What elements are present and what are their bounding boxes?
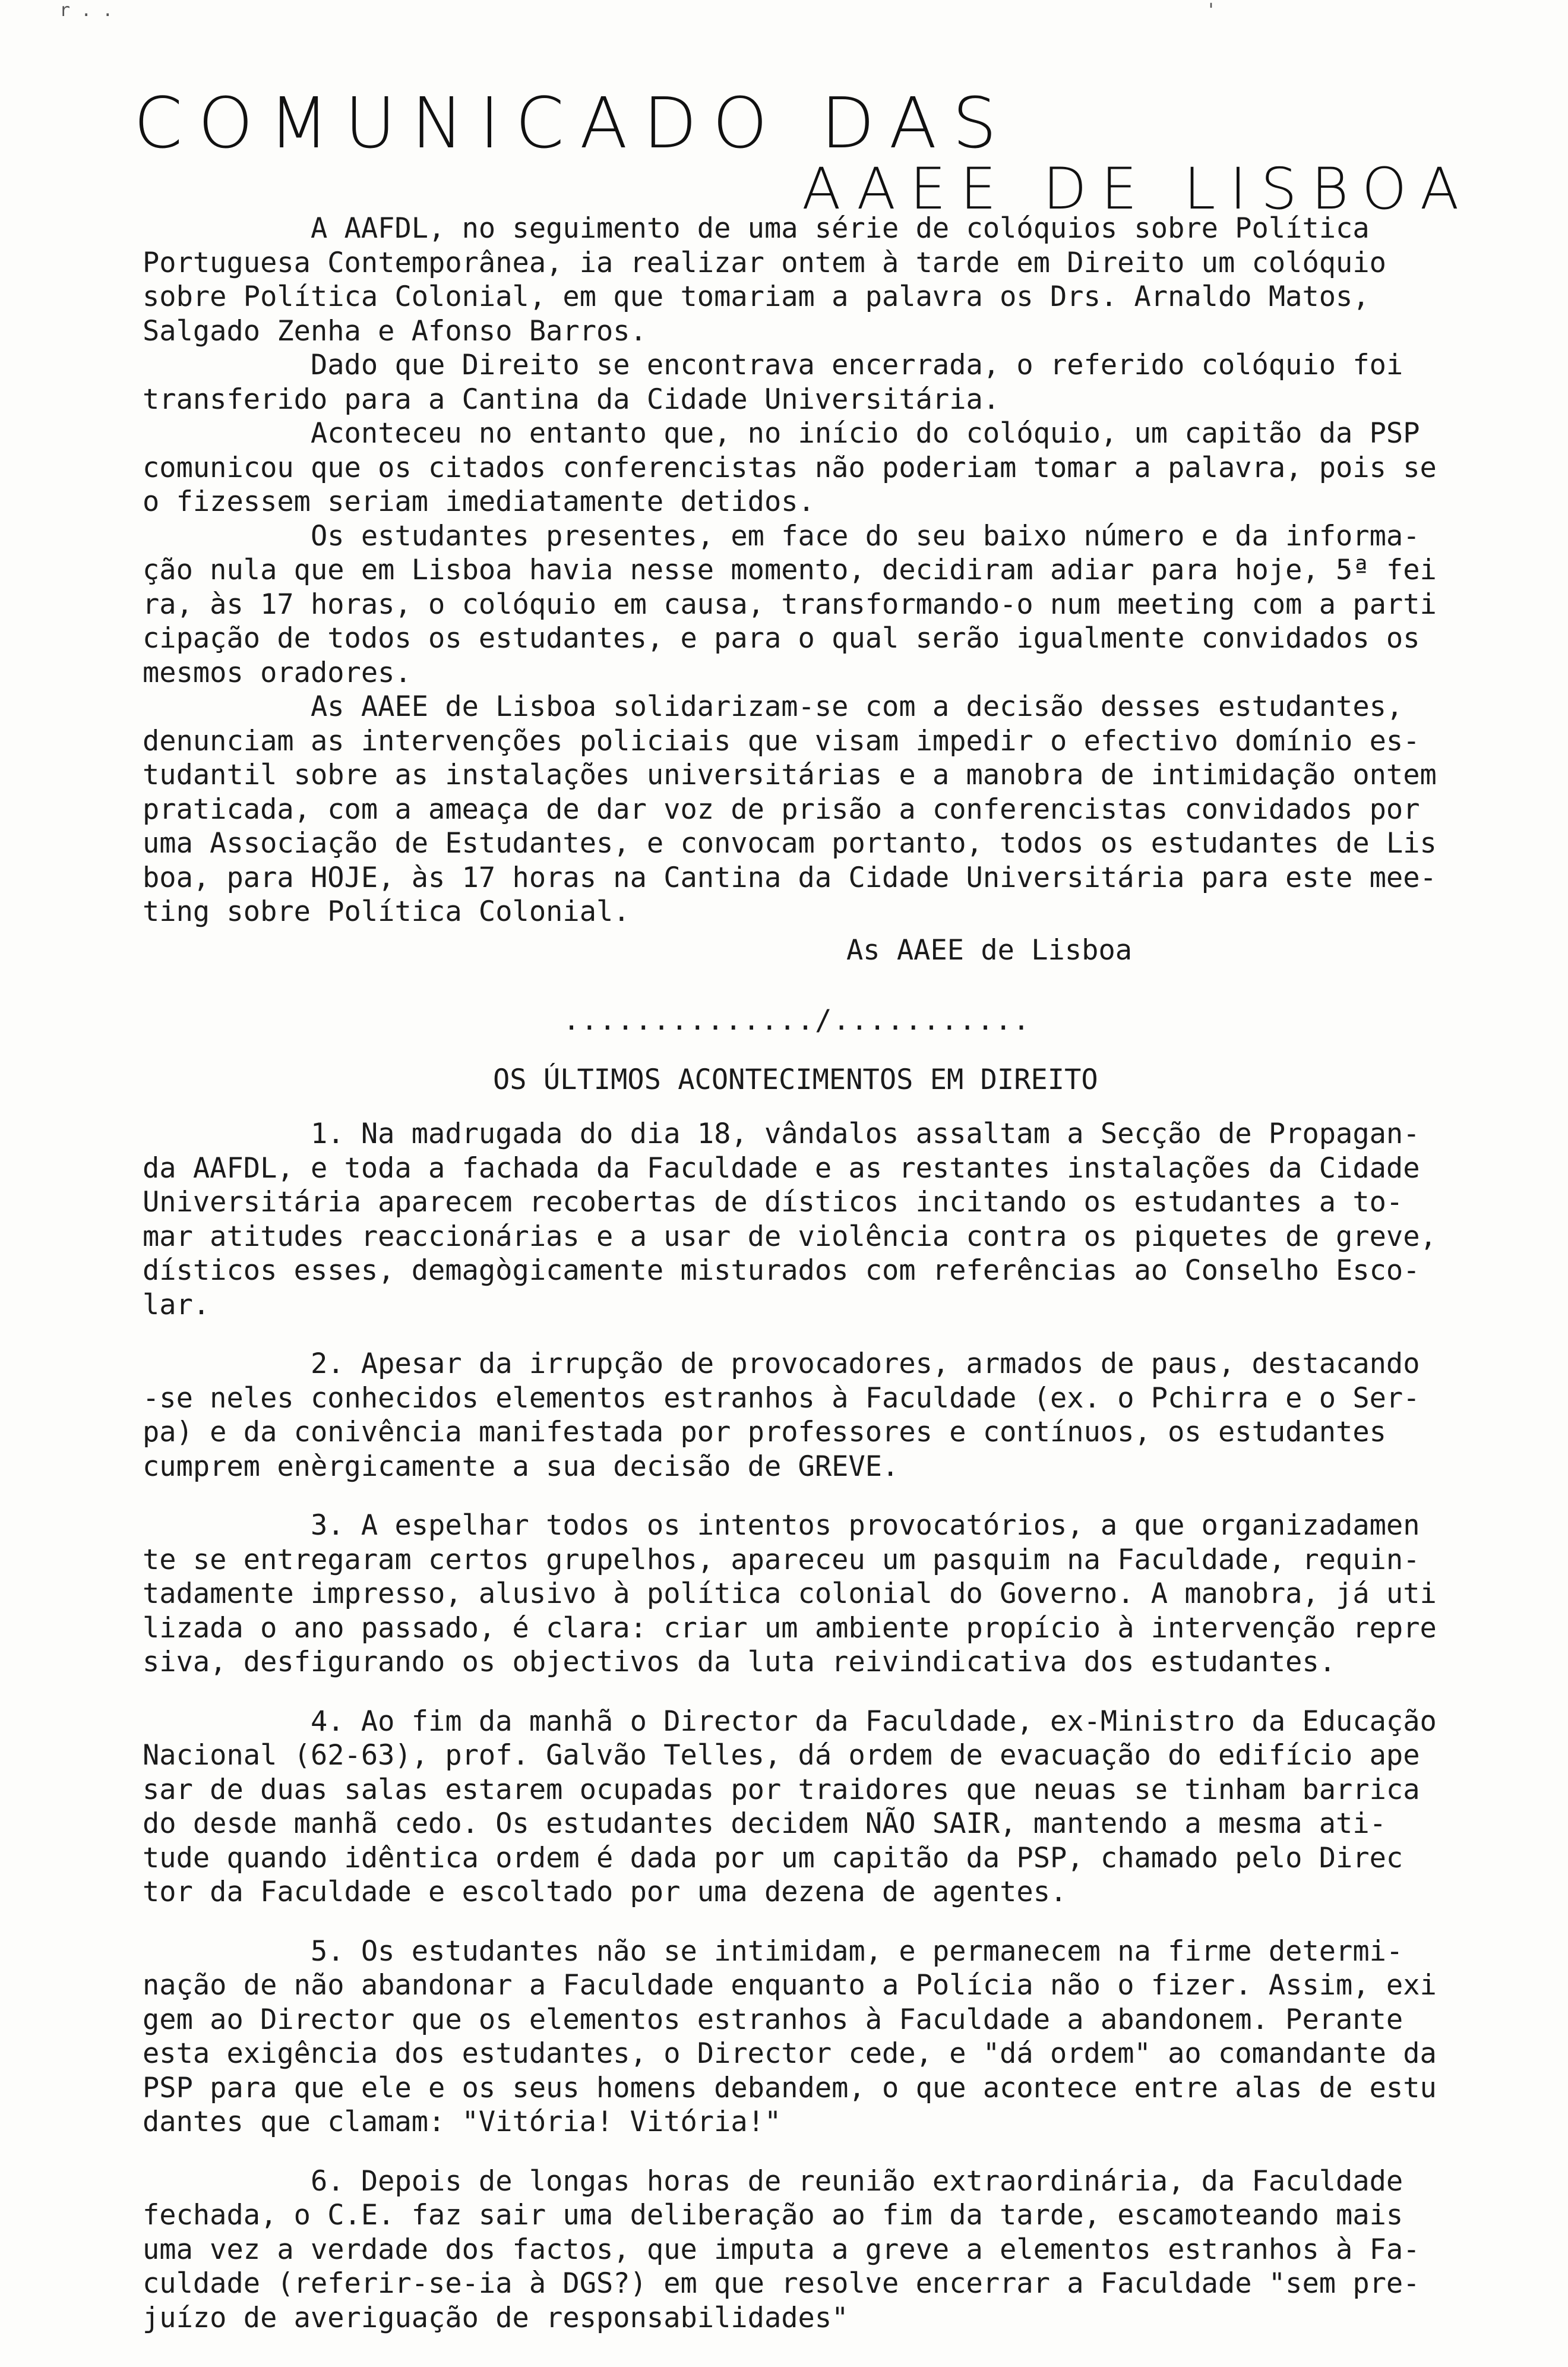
corner-mark-left: r . . — [59, 0, 113, 21]
text-line: lar. — [143, 1288, 210, 1321]
text-line: ting sobre Política Colonial. — [143, 895, 630, 928]
signature: As AAEE de Lisboa — [846, 934, 1133, 967]
intro-text — [143, 212, 1485, 929]
text-line: Universitária aparecem recobertas de dísticos incitando os estudantes a to- — [143, 1186, 1403, 1219]
text-line: cipação de todos os estudantes, e para o qual serão igualmente convidados os — [143, 622, 1420, 655]
text-line: 5. Os estudantes não se intimidam, e permanecem na firme determi- — [143, 1934, 1403, 1968]
spacer — [143, 1484, 1485, 1508]
intro-paragraph — [143, 348, 1485, 416]
intro-paragraph — [143, 212, 1485, 348]
text-line: Portuguesa Contemporânea, ia realizar ontem à tarde em Direito um colóquio — [143, 246, 1386, 279]
text-line: comunicou que os citados conferencistas não poderiam tomar a palavra, pois se — [143, 451, 1437, 484]
text-line: sar de duas salas estarem ocupadas por traidores que neuas se tinham barrica — [143, 1773, 1420, 1806]
text-line: -se neles conhecidos elementos estranhos à Faculdade (ex. o Pchirra e o Ser- — [143, 1381, 1420, 1415]
text-line: te se entregaram certos grupelhos, apareceu um pasquim na Faculdade, requin- — [143, 1543, 1420, 1576]
handwritten-title-line1: COMUNICADO DAS — [134, 82, 1013, 164]
text-line: dísticos esses, demagògicamente misturados com referências ao Conselho Esco- — [143, 1254, 1420, 1287]
spacer — [143, 2139, 1485, 2164]
text-line: As AAEE de Lisboa solidarizam-se com a decisão desses estudantes, — [143, 690, 1403, 723]
text-line: mar atitudes reaccionárias e a usar de violência contra os piquetes de greve, — [143, 1220, 1437, 1253]
text-line: uma vez a verdade dos factos, que imputa a greve a elementos estranhos à Fa- — [143, 2233, 1420, 2266]
text-line: A AAFDL, no seguimento de uma série de colóquios sobre Política — [143, 212, 1370, 245]
text-line: denunciam as intervenções policiais que visam impedir o efectivo domínio es- — [143, 724, 1420, 758]
text-line: tude quando idêntica ordem é dada por um capitão da PSP, chamado pelo Direc — [143, 1841, 1403, 1874]
handwritten-title-line2: AAEE DE LISBOA — [802, 156, 1474, 222]
text-line: uma Associação de Estudantes, e convocam portanto, todos os estudantes de Lis — [143, 827, 1437, 860]
text-line: tudantil sobre as instalações universitárias e a manobra de intimidação ontem — [143, 759, 1437, 791]
corner-mark-right: ' — [1206, 0, 1217, 21]
text-line: da AAFDL, e toda a fachada da Faculdade e as restantes instalações da Cidade — [143, 1151, 1420, 1185]
intro-paragraph — [143, 690, 1485, 929]
text-line: do desde manhã cedo. Os estudantes decidem NÃO SAIR, mantendo a mesma ati- — [143, 1807, 1386, 1840]
text-line: esta exigência dos estudantes, o Director cede, e "dá ordem" ao comandante da — [143, 2037, 1437, 2070]
intro-paragraph — [143, 416, 1485, 519]
text-line: pa) e da conivência manifestada por professores e contínuos, os estudantes — [143, 1416, 1386, 1448]
text-line: 4. Ao fim da manhã o Director da Faculdade, ex-Ministro da Educação — [143, 1705, 1437, 1738]
text-line: praticada, com a ameaça de dar voz de prisão a conferencistas convidados por — [143, 793, 1420, 826]
text-line: 6. Depois de longas horas de reunião extraordinária, da Faculdade — [143, 2164, 1403, 2198]
text-line: gem ao Director que os elementos estranhos à Faculdade a abandonem. Perante — [143, 2003, 1403, 2036]
text-line: mesmos oradores. — [143, 656, 412, 689]
text-line: nação de não abandonar a Faculdade enquanto a Polícia não o fizer. Assim, exi — [143, 1969, 1437, 2002]
list-item — [143, 2164, 1485, 2336]
text-line: cumprem enèrgicamente a sua decisão de GREVE. — [143, 1450, 899, 1483]
numbered-items — [143, 1117, 1485, 2335]
text-line: culdade (referir-se-ia à DGS?) em que resolve encerrar a Faculdade "sem pre- — [143, 2267, 1420, 2300]
spacer — [143, 1910, 1485, 1934]
spacer — [143, 1322, 1485, 1347]
list-item — [143, 1705, 1485, 1910]
text-line: o fizessem seriam imediatamente detidos. — [143, 485, 815, 518]
list-item — [143, 1934, 1485, 2139]
list-item — [143, 1347, 1485, 1484]
text-line: fechada, o C.E. faz sair uma deliberação ao fim da tarde, escamoteando mais — [143, 2199, 1403, 2232]
text-line: tor da Faculdade e escoltado por uma dezena de agentes. — [143, 1876, 1067, 1908]
text-line: boa, para HOJE, às 17 horas na Cantina da Cidade Universitária para este mee- — [143, 861, 1437, 894]
list-item — [143, 1508, 1485, 1680]
text-line: juízo de averiguação de responsabilidades" — [143, 2301, 849, 2334]
text-line: 3. A espelhar todos os intentos provocatórios, a que organizadamen — [143, 1509, 1420, 1542]
text-line: 2. Apesar da irrupção de provocadores, armados de paus, destacando — [143, 1347, 1420, 1380]
text-line: siva, desfigurando os objectivos da luta reivindicativa dos estudantes. — [143, 1646, 1336, 1678]
text-line: Salgado Zenha e Afonso Barros. — [143, 314, 647, 348]
text-line: tadamente impresso, alusivo à política colonial do Governo. A manobra, já uti — [143, 1577, 1437, 1610]
spacer — [143, 1680, 1485, 1705]
text-line: lizada o ano passado, é clara: criar um ambiente propício à intervenção repre — [143, 1611, 1437, 1645]
list-item — [143, 1117, 1485, 1322]
text-line: Nacional (62-63), prof. Galvão Telles, dá ordem de evacuação do edifício ape — [143, 1739, 1420, 1772]
text-line: 1. Na madrugada do dia 18, vândalos assaltam a Secção de Propagan- — [143, 1118, 1420, 1150]
text-line: PSP para que ele e os seus homens debandem, o que acontece entre alas de estu — [143, 2071, 1437, 2104]
text-line: Dado que Direito se encontrava encerrada, o referido colóquio foi — [143, 349, 1403, 381]
text-line: sobre Política Colonial, em que tomariam a palavra os Drs. Arnaldo Matos, — [143, 280, 1370, 313]
text-line: ra, às 17 horas, o colóquio em causa, transformando-o num meeting com a parti — [143, 588, 1437, 621]
separator: ............../........... — [563, 1004, 1031, 1037]
section-title: OS ÚLTIMOS ACONTECIMENTOS EM DIREITO — [493, 1063, 1098, 1096]
text-line: dantes que clamam: "Vitória! Vitória!" — [143, 2106, 782, 2138]
text-line: Os estudantes presentes, em face do seu baixo número e da informa- — [143, 519, 1420, 553]
text-line: Aconteceu no entanto que, no início do colóquio, um capitão da PSP — [143, 417, 1420, 450]
text-line: ção nula que em Lisboa havia nesse momento, decidiram adiar para hoje, 5ª fei — [143, 554, 1437, 586]
text-line: transferido para a Cantina da Cidade Universitária. — [143, 383, 1000, 416]
intro-paragraph — [143, 519, 1485, 690]
